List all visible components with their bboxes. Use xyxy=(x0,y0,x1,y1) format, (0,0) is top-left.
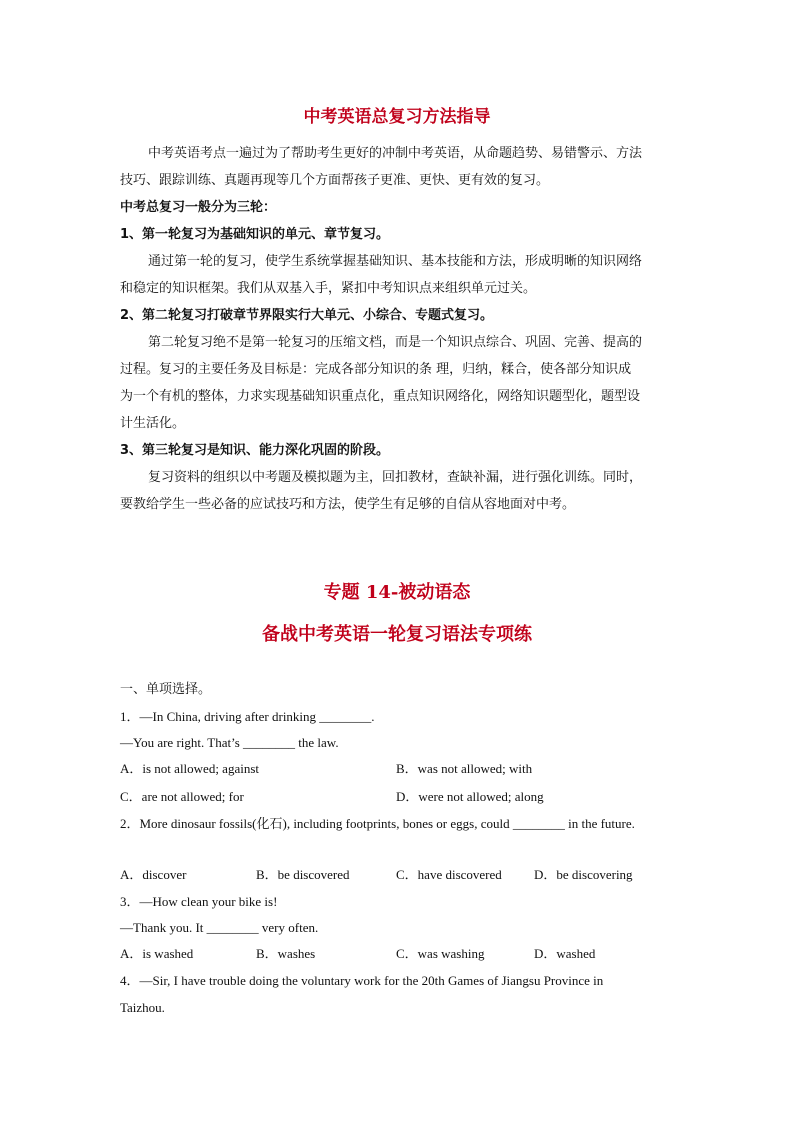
q3-stem: 3．—How clean your bike is! xyxy=(120,894,278,909)
topic-subtitle: 备战中考英语一轮复习语法专项练 xyxy=(262,624,532,645)
round2-line-2: 过程。复习的主要任务及目标是：完成各部分知识的条 理，归纳，糅合，使各部分知识成 xyxy=(120,362,632,377)
round1-line-1: 通过第一轮的复习，使学生系统掌握基础知识、基本技能和方法，形成明晰的知识网络 xyxy=(148,254,643,269)
q3-option-d: D．washed xyxy=(534,946,596,961)
q1-option-c: C．are not allowed; for xyxy=(120,789,244,804)
q3-option-a: A．is washed xyxy=(120,946,194,961)
q2-stem: 2．More dinosaur fossils(化石), including footprints, bones or eggs, could ________ in the future. xyxy=(120,816,635,831)
q1-response: —You are right. That’s ________ the law. xyxy=(120,735,339,750)
round1-line-2: 和稳定的知识框架。我们从双基入手，紧扣中考知识点来组织单元过关。 xyxy=(120,281,537,296)
round2-heading: 2、第二轮复习打破章节界限实行大单元、小综合、专题式复习。 xyxy=(120,308,494,323)
round1-heading: 1、第一轮复习为基础知识的单元、章节复习。 xyxy=(120,227,390,242)
guide-title: 中考英语总复习方法指导 xyxy=(303,107,491,127)
q2-option-d: D．be discovering xyxy=(534,867,633,882)
q1-option-d: D．were not allowed; along xyxy=(396,789,544,804)
q3-response: —Thank you. It ________ very often. xyxy=(120,920,319,935)
q4-stem: 4．—Sir, I have trouble doing the voluntary work for the 20th Games of Jiangsu Province in xyxy=(120,973,604,988)
q2-option-b: B．be discovered xyxy=(256,867,350,882)
section-heading: 一、单项选择。 xyxy=(120,682,212,697)
round3-line-2: 要教给学生一些必备的应试技巧和方法，使学生有足够的自信从容地面对中考。 xyxy=(120,497,576,512)
guide-intro-line-2: 技巧、跟踪训练、真题再现等几个方面帮孩子更准、更快、更有效的复习。 xyxy=(120,173,550,188)
q1-stem: 1．—In China, driving after drinking ________. xyxy=(120,709,375,724)
q1-option-b: B．was not allowed; with xyxy=(396,761,533,776)
q3-option-b: B．washes xyxy=(256,946,316,961)
round2-line-3: 为一个有机的整体，力求实现基础知识重点化，重点知识网络化，网络知识题型化，题型设 xyxy=(120,389,641,404)
round2-line-4: 计生活化。 xyxy=(120,416,186,431)
q3-option-c: C．was washing xyxy=(396,946,485,961)
q4-stem-continued: Taizhou. xyxy=(120,1000,165,1015)
topic-title: 专题 14-被动语态 xyxy=(323,582,471,603)
round3-heading: 3、第三轮复习是知识、能力深化巩固的阶段。 xyxy=(120,443,390,458)
round3-line-1: 复习资料的组织以中考题及模拟题为主，回扣教材，查缺补漏，进行强化训练。同时， xyxy=(148,470,643,485)
guide-intro-line-1: 中考英语考点一遍过为了帮助考生更好的冲制中考英语，从命题趋势、易错警示、方法 xyxy=(148,146,643,161)
q2-option-c: C．have discovered xyxy=(396,867,502,882)
q1-option-a: A．is not allowed; against xyxy=(120,761,260,776)
rounds-heading: 中考总复习一般分为三轮： xyxy=(120,200,277,215)
q2-option-a: A．discover xyxy=(120,867,187,882)
round2-line-1: 第二轮复习绝不是第一轮复习的压缩文档，而是一个知识点综合、巩固、完善、提高的 xyxy=(148,335,643,350)
